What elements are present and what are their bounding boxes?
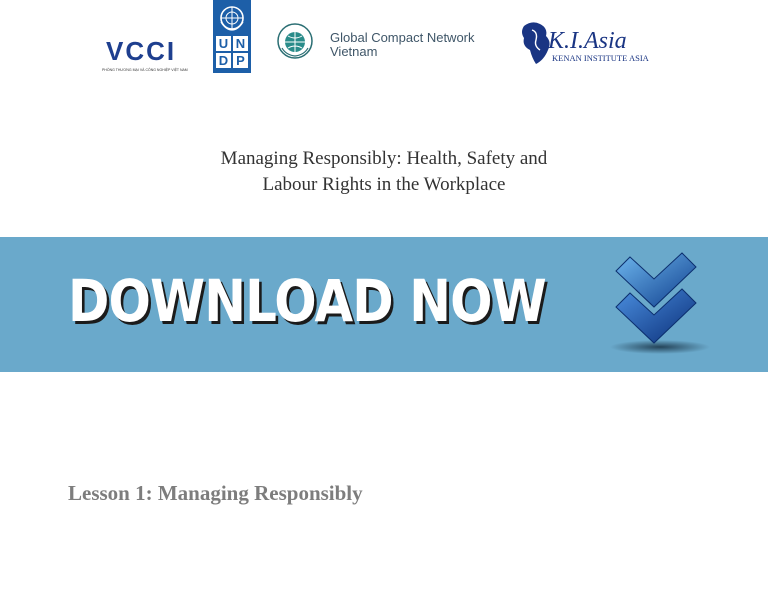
global-compact-line1: Global Compact Network: [330, 30, 475, 45]
global-compact-logo: [276, 22, 516, 62]
undp-logo: [213, 0, 251, 73]
undp-letter-n: N: [233, 36, 248, 51]
undp-letter-u: U: [216, 36, 231, 51]
download-banner[interactable]: [0, 237, 768, 372]
un-emblem-icon: [218, 4, 246, 32]
ki-asia-logo: [518, 20, 648, 72]
vcci-logo-subtitle: PHÒNG THƯƠNG MẠI VÀ CÔNG NGHIỆP VIỆT NAM: [102, 68, 188, 72]
partner-logos: [0, 0, 768, 90]
global-compact-emblem-icon: [276, 22, 314, 60]
global-compact-line2: Vietnam: [330, 44, 378, 59]
vcci-logo-text: VCCI: [106, 36, 177, 66]
ki-asia-subtitle: KENAN INSTITUTE ASIA: [552, 53, 649, 63]
ki-asia-name: K.I.Asia: [548, 28, 627, 54]
download-now-label[interactable]: DOWNLOAD NOW: [68, 267, 546, 335]
document-title-line1: Managing Responsibly: Health, Safety and: [220, 148, 548, 169]
undp-letter-p: P: [233, 53, 248, 68]
undp-letter-d: D: [216, 53, 231, 68]
vcci-logo: [102, 36, 206, 76]
double-chevron-down-icon[interactable]: [608, 249, 726, 359]
document-title: [0, 146, 768, 198]
lesson-heading: Lesson 1: Managing Responsibly: [68, 481, 363, 505]
document-title-line2: Labour Rights in the Workplace: [262, 174, 506, 195]
